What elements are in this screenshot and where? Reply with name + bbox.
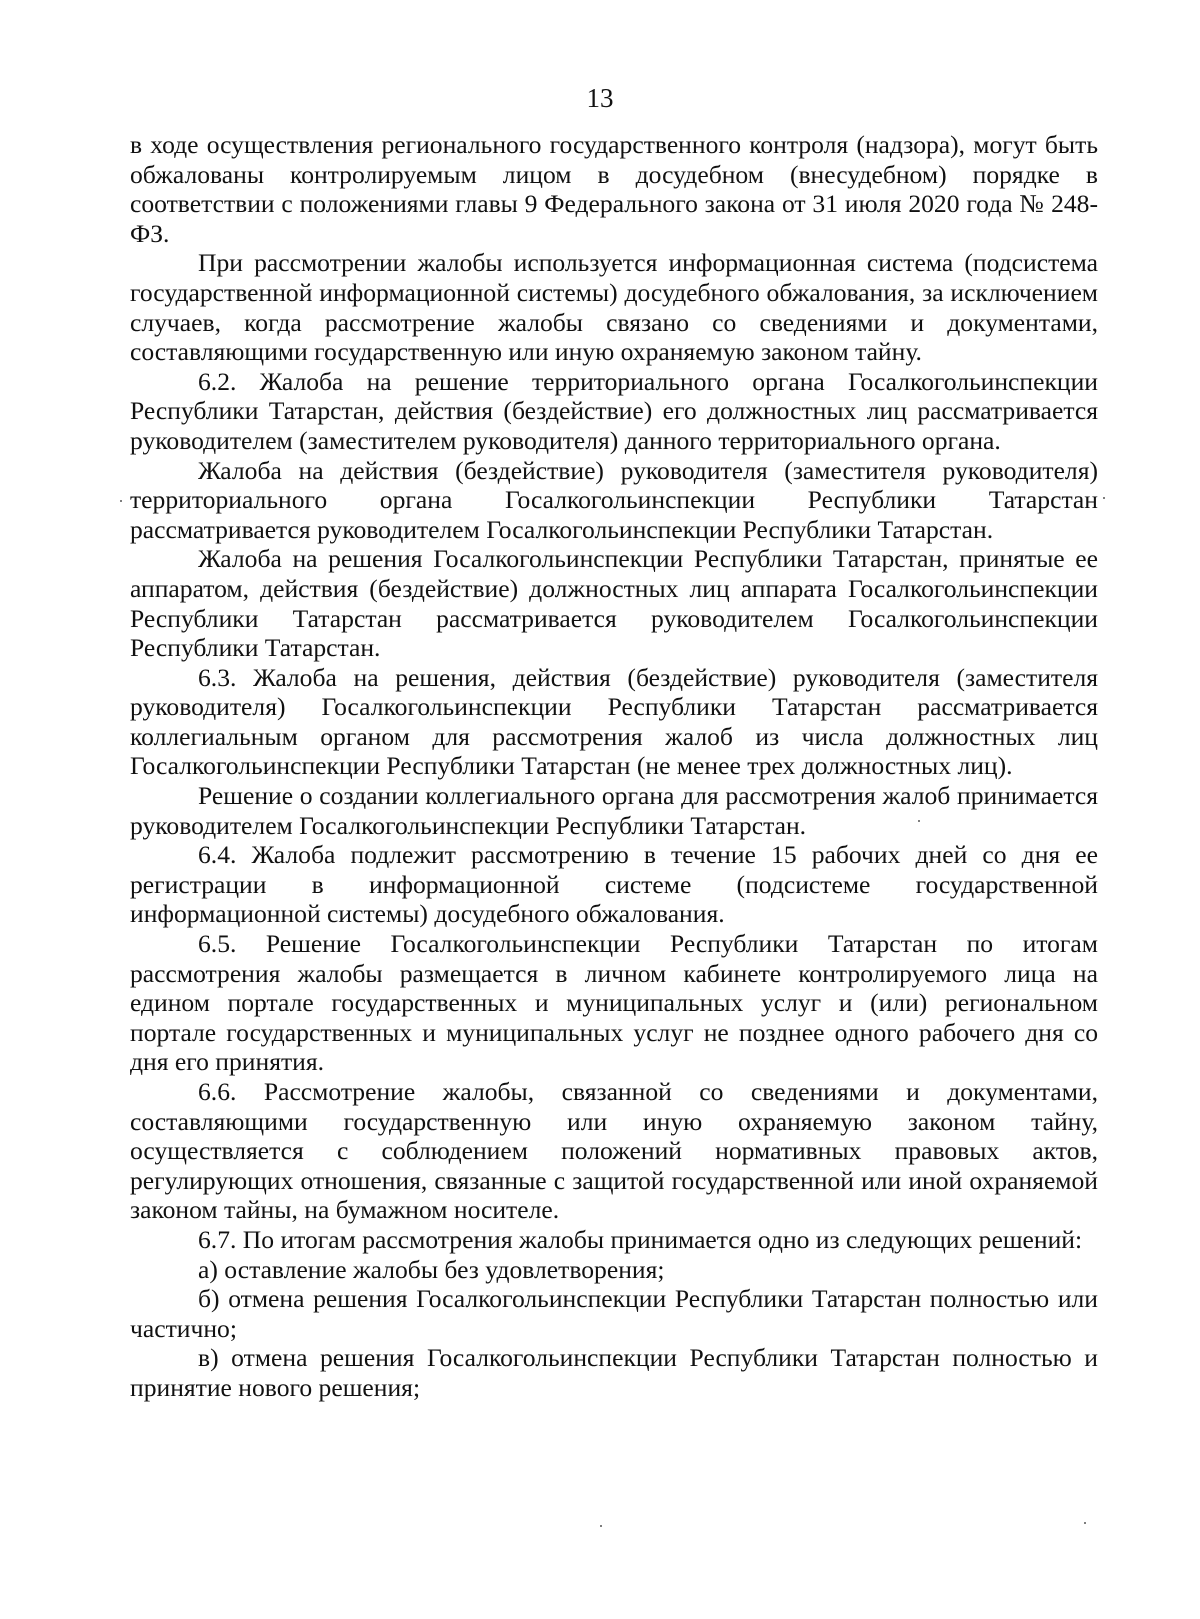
paragraph-6-2: 6.2. Жалоба на решение территориального органа Госалкогольинспекции Республики Татарстан, действия (бездействие) его должностных лиц рассматривается руководителем (заместителем руководителя) данного территориального органа. [130,366,1098,455]
paragraph-6-3-collegial-body: Решение о создании коллегиального органа для рассмотрения жалоб принимается руководителем Госалкогольинспекции Республики Татарстан. [130,781,1098,840]
paragraph-6-6: 6.6. Рассмотрение жалобы, связанной со сведениями и документами, составляющими государственную или иную охраняемую законом тайну, осуществляется с соблюдением положений нормативных правовых актов, регулирующих отношения, связанные с защитой государственной или иной охраняемой законом тайны, на бумажном носителе. [130,1077,1098,1225]
paragraph-info-system: При рассмотрении жалобы используется информационная система (подсистема государственной информационной системы) досудебного обжалования, за исключением случаев, когда рассмотрение жалобы связано со сведениями и документами, составляющими государственную или иную охраняемую законом тайну. [130,248,1098,367]
scan-speck [120,500,122,502]
paragraph-6-5: 6.5. Решение Госалкогольинспекции Республики Татарстан по итогам рассмотрения жалобы размещается в личном кабинете контролируемого лица на едином портале государственных и муниципальных услуг и (или) региональном портале государственных и муниципальных услуг не позднее одного рабочего дня со дня его принятия. [130,929,1098,1077]
paragraph-6-3: 6.3. Жалоба на решения, действия (бездействие) руководителя (заместителя руководителя) Госалкогольинспекции Республики Татарстан рассматривается коллегиальным органом для рассмотрения жалоб из числа должностных лиц Госалкогольинспекции Республики Татарстан (не менее трех должностных лиц). [130,662,1098,781]
page-number: 13 [586,83,614,113]
document-body [130,130,1098,1403]
scan-speck [918,820,920,822]
paragraph-6-2-apparatus-complaint: Жалоба на решения Госалкогольинспекции Республики Татарстан, принятые ее аппаратом, действия (бездействие) должностных лиц аппарата Госалкогольинспекции Республики Татарстан рассматривается руководителем Госалкогольинспекции Республики Татарстан. [130,544,1098,663]
paragraph-6-2-head-complaint: Жалоба на действия (бездействие) руководителя (заместителя руководителя) территориального органа Госалкогольинспекции Республики Татарстан рассматривается руководителем Госалкогольинспекции Республики Татарстан. [130,455,1098,544]
list-item-a: а) оставление жалобы без удовлетворения; [198,1254,665,1284]
list-item-v: в) отмена решения Госалкогольинспекции Республики Татарстан полностью и принятие нового решения; [130,1343,1098,1402]
paragraph-6-7: 6.7. По итогам рассмотрения жалобы принимается одно из следующих решений: [198,1224,1083,1254]
paragraph-intro: в ходе осуществления регионального государственного контроля (надзора), могут быть обжалованы контролируемым лицом в досудебном (внесудебном) порядке в соответствии с положениями главы 9 Федерального закона от 31 июля 2020 года № 248-ФЗ. [130,130,1098,248]
paragraph-6-4: 6.4. Жалоба подлежит рассмотрению в течение 15 рабочих дней со дня ее регистрации в информационной системе (подсистеме государственной информационной системы) досудебного обжалования. [130,840,1098,929]
scan-speck [1084,1522,1086,1524]
scan-speck [600,1525,602,1527]
scan-speck [1103,497,1105,499]
list-item-b: б) отмена решения Госалкогольинспекции Республики Татарстан полностью или частично; [130,1284,1098,1343]
